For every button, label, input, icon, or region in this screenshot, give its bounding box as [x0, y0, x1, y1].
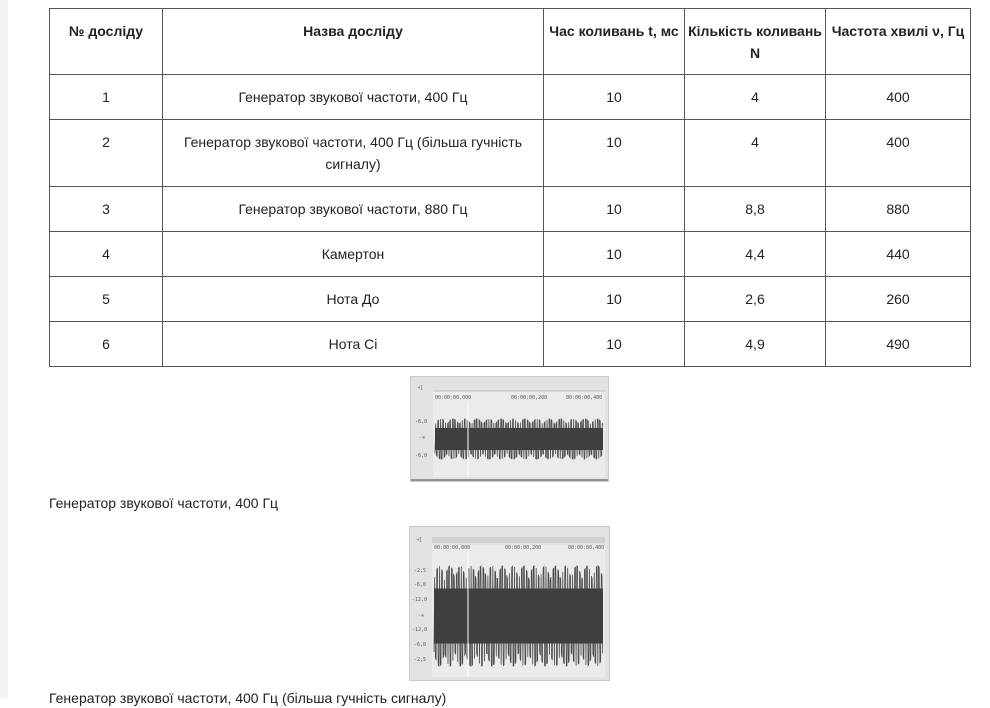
article-content	[49, 8, 970, 367]
cell-count: 4,4	[685, 232, 826, 277]
cell-frequency: 880	[826, 187, 971, 232]
timeline-label: 00:00:00,400	[566, 395, 603, 401]
cell-name: Нота До	[163, 277, 544, 322]
cell-time: 10	[544, 75, 685, 120]
table-row	[50, 277, 971, 322]
cell-number: 5	[50, 277, 163, 322]
table-row	[50, 187, 971, 232]
y-axis-label: -6,0	[415, 453, 428, 459]
header-oscillation-count: Кількість коливань N	[685, 9, 826, 75]
figure-caption-2: Генератор звукової частоти, 400 Гц (більша гучність сигналу)	[49, 690, 447, 706]
cell-time: 10	[544, 322, 685, 367]
cell-time: 10	[544, 120, 685, 187]
cell-name: Генератор звукової частоти, 400 Гц	[163, 75, 544, 120]
timeline-label: 00:00:00,200	[505, 545, 542, 551]
experiment-table	[49, 8, 971, 367]
y-axis-label: -12,0	[412, 597, 428, 603]
cell-name: Камертон	[163, 232, 544, 277]
cell-count: 8,8	[685, 187, 826, 232]
cell-frequency: 400	[826, 120, 971, 187]
svg-text:⊣[: ⊣[	[416, 537, 423, 543]
timeline-label: 00:00:00,000	[434, 545, 471, 551]
cell-frequency: 400	[826, 75, 971, 120]
waveform-core	[435, 428, 603, 450]
y-axis-label: -2,5	[414, 568, 427, 574]
table-row	[50, 232, 971, 277]
cell-frequency: 260	[826, 277, 971, 322]
cell-frequency: 490	[826, 322, 971, 367]
cell-count: 4,9	[685, 322, 826, 367]
cell-frequency: 440	[826, 232, 971, 277]
cell-time: 10	[544, 187, 685, 232]
y-axis-label: -6,0	[414, 642, 427, 648]
oscillogram-graphic-2	[410, 527, 609, 680]
header-wave-frequency: Частота хвилі ν, Гц	[826, 9, 971, 75]
cell-name: Нота Сі	[163, 322, 544, 367]
timeline-label: 00:00:00,200	[511, 395, 548, 401]
cell-number: 4	[50, 232, 163, 277]
oscillogram-image-1	[410, 376, 609, 482]
cell-time: 10	[544, 232, 685, 277]
timeline-label: 00:00:00,000	[435, 395, 472, 401]
y-axis-label: -6,0	[414, 582, 427, 588]
cell-count: 4	[685, 75, 826, 120]
timeline-label: 00:00:00,400	[568, 545, 605, 551]
y-axis-label: -2,5	[414, 657, 427, 663]
cell-number: 6	[50, 322, 163, 367]
table-row	[50, 75, 971, 120]
table-row	[50, 120, 971, 187]
header-experiment-number: № досліду	[50, 9, 163, 75]
cell-number: 3	[50, 187, 163, 232]
cell-number: 1	[50, 75, 163, 120]
cell-time: 10	[544, 277, 685, 322]
table-row	[50, 322, 971, 367]
table-header-row	[50, 9, 971, 75]
cell-count: 4	[685, 120, 826, 187]
oscillogram-image-2	[409, 526, 610, 681]
y-axis-label: -∞	[419, 435, 426, 441]
figure-caption-1: Генератор звукової частоти, 400 Гц	[49, 495, 279, 511]
waveform-core	[434, 589, 603, 644]
cell-number: 2	[50, 120, 163, 187]
y-axis-label: -12,0	[412, 627, 428, 633]
header-oscillation-time: Час коливань t, мс	[544, 9, 685, 75]
y-axis-label: -6,0	[415, 419, 428, 425]
cell-count: 2,6	[685, 277, 826, 322]
cell-name: Генератор звукової частоти, 880 Гц	[163, 187, 544, 232]
oscillogram-graphic-1	[411, 377, 608, 481]
cell-name: Генератор звукової частоти, 400 Гц (більша гучність сигналу)	[163, 120, 544, 187]
page-left-edge	[0, 0, 8, 698]
header-experiment-name: Назва досліду	[163, 9, 544, 75]
y-axis-label: -∞	[418, 613, 425, 619]
svg-text:⊣[: ⊣[	[417, 385, 424, 391]
